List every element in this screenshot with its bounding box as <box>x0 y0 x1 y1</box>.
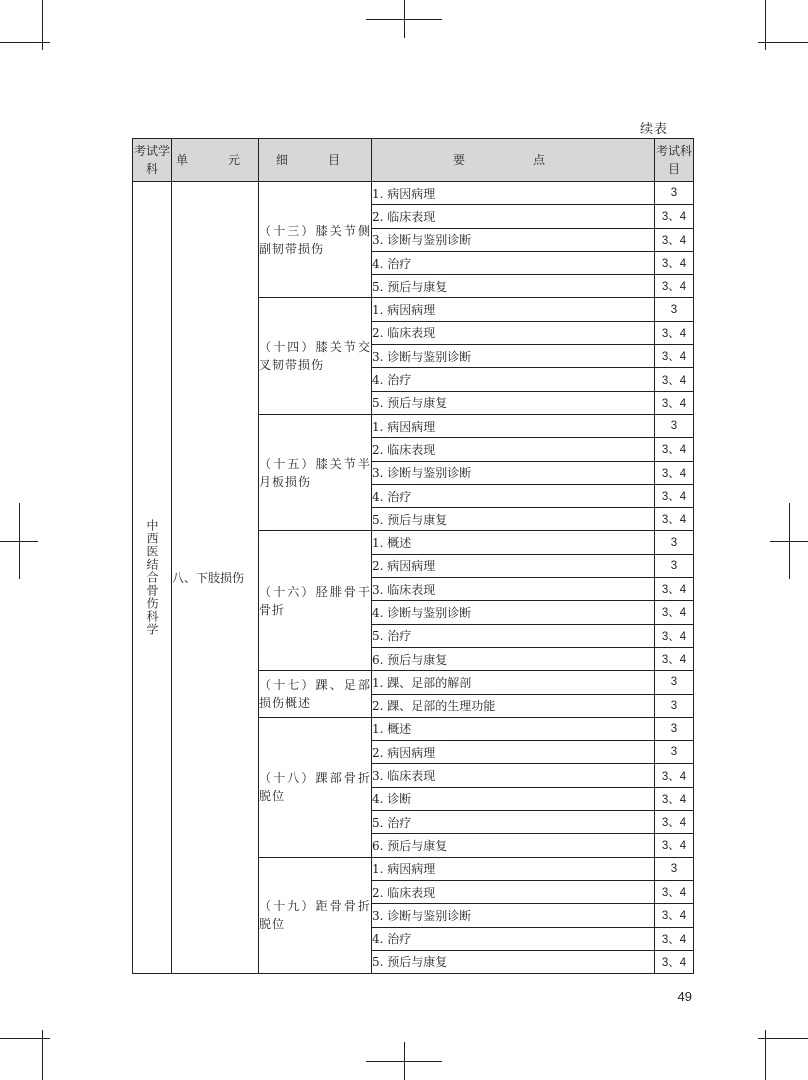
exam-cell: 3、4 <box>655 787 694 810</box>
point-cell: 3. 诊断与鉴别诊断 <box>372 461 655 484</box>
point-cell: 2. 病因病理 <box>372 741 655 764</box>
subject-cell: 中西医结合骨伤科学 <box>133 182 172 974</box>
exam-cell: 3 <box>655 554 694 577</box>
point-cell: 2. 临床表现 <box>372 880 655 903</box>
table-header-row <box>133 139 694 182</box>
header-exam: 考试科目 <box>655 139 694 182</box>
point-cell: 6. 预后与康复 <box>372 647 655 670</box>
exam-cell: 3、4 <box>655 764 694 787</box>
exam-cell: 3 <box>655 414 694 437</box>
exam-cell: 3、4 <box>655 601 694 624</box>
exam-cell: 3、4 <box>655 811 694 834</box>
point-cell: 3. 临床表现 <box>372 764 655 787</box>
detail-cell: （十五）膝关节半月板损伤 <box>259 414 372 530</box>
point-cell: 3. 诊断与鉴别诊断 <box>372 904 655 927</box>
point-cell: 1. 病因病理 <box>372 298 655 321</box>
exam-cell: 3、4 <box>655 578 694 601</box>
exam-cell: 3、4 <box>655 368 694 391</box>
detail-cell: （十九）距骨骨折脱位 <box>259 857 372 973</box>
point-cell: 5. 预后与康复 <box>372 508 655 531</box>
point-cell: 1. 病因病理 <box>372 414 655 437</box>
exam-cell: 3、4 <box>655 345 694 368</box>
point-cell: 4. 治疗 <box>372 484 655 507</box>
table-row <box>133 182 694 205</box>
exam-cell: 3、4 <box>655 624 694 647</box>
point-cell: 5. 预后与康复 <box>372 950 655 973</box>
exam-cell: 3 <box>655 298 694 321</box>
header-subject: 考试学科 <box>133 139 172 182</box>
detail-cell: （十三）膝关节侧副韧带损伤 <box>259 182 372 298</box>
exam-cell: 3、4 <box>655 228 694 251</box>
point-cell: 2. 临床表现 <box>372 205 655 228</box>
point-cell: 5. 预后与康复 <box>372 275 655 298</box>
exam-cell: 3、4 <box>655 927 694 950</box>
exam-cell: 3、4 <box>655 904 694 927</box>
exam-cell: 3、4 <box>655 950 694 973</box>
point-cell: 5. 治疗 <box>372 811 655 834</box>
exam-cell: 3、4 <box>655 508 694 531</box>
exam-cell: 3、4 <box>655 438 694 461</box>
exam-cell: 3、4 <box>655 251 694 274</box>
exam-cell: 3、4 <box>655 834 694 857</box>
point-cell: 2. 病因病理 <box>372 554 655 577</box>
point-cell: 1. 概述 <box>372 531 655 554</box>
exam-cell: 3 <box>655 694 694 717</box>
point-cell: 4. 治疗 <box>372 927 655 950</box>
exam-cell: 3、4 <box>655 205 694 228</box>
header-point: 要 点 <box>372 139 655 182</box>
point-cell: 1. 踝、足部的解剖 <box>372 671 655 694</box>
page-number: 49 <box>677 989 692 1004</box>
point-cell: 5. 治疗 <box>372 624 655 647</box>
exam-cell: 3 <box>655 857 694 880</box>
header-unit: 单 元 <box>172 139 259 182</box>
exam-cell: 3 <box>655 741 694 764</box>
detail-cell: （十八）踝部骨折脱位 <box>259 717 372 857</box>
point-cell: 4. 治疗 <box>372 251 655 274</box>
exam-cell: 3、4 <box>655 321 694 344</box>
exam-cell: 3、4 <box>655 391 694 414</box>
point-cell: 2. 临床表现 <box>372 321 655 344</box>
point-cell: 3. 诊断与鉴别诊断 <box>372 345 655 368</box>
exam-cell: 3 <box>655 671 694 694</box>
exam-cell: 3、4 <box>655 461 694 484</box>
point-cell: 2. 临床表现 <box>372 438 655 461</box>
point-cell: 6. 预后与康复 <box>372 834 655 857</box>
exam-cell: 3 <box>655 182 694 205</box>
exam-cell: 3、4 <box>655 880 694 903</box>
point-cell: 1. 病因病理 <box>372 857 655 880</box>
point-cell: 4. 诊断 <box>372 787 655 810</box>
point-cell: 5. 预后与康复 <box>372 391 655 414</box>
syllabus-table <box>132 138 694 974</box>
point-cell: 1. 病因病理 <box>372 182 655 205</box>
exam-cell: 3、4 <box>655 484 694 507</box>
point-cell: 2. 踝、足部的生理功能 <box>372 694 655 717</box>
point-cell: 3. 临床表现 <box>372 578 655 601</box>
point-cell: 1. 概述 <box>372 717 655 740</box>
point-cell: 4. 诊断与鉴别诊断 <box>372 601 655 624</box>
table-body <box>133 182 694 974</box>
detail-cell: （十四）膝关节交叉韧带损伤 <box>259 298 372 414</box>
continued-label: 续表 <box>639 122 668 137</box>
exam-cell: 3、4 <box>655 647 694 670</box>
detail-cell: （十六）胫腓骨干骨折 <box>259 531 372 671</box>
unit-cell: 八、下肢损伤 <box>172 182 259 974</box>
header-detail: 细 目 <box>259 139 372 182</box>
detail-cell: （十七）踝、足部损伤概述 <box>259 671 372 718</box>
exam-cell: 3、4 <box>655 275 694 298</box>
point-cell: 4. 治疗 <box>372 368 655 391</box>
exam-cell: 3 <box>655 717 694 740</box>
exam-cell: 3 <box>655 531 694 554</box>
point-cell: 3. 诊断与鉴别诊断 <box>372 228 655 251</box>
